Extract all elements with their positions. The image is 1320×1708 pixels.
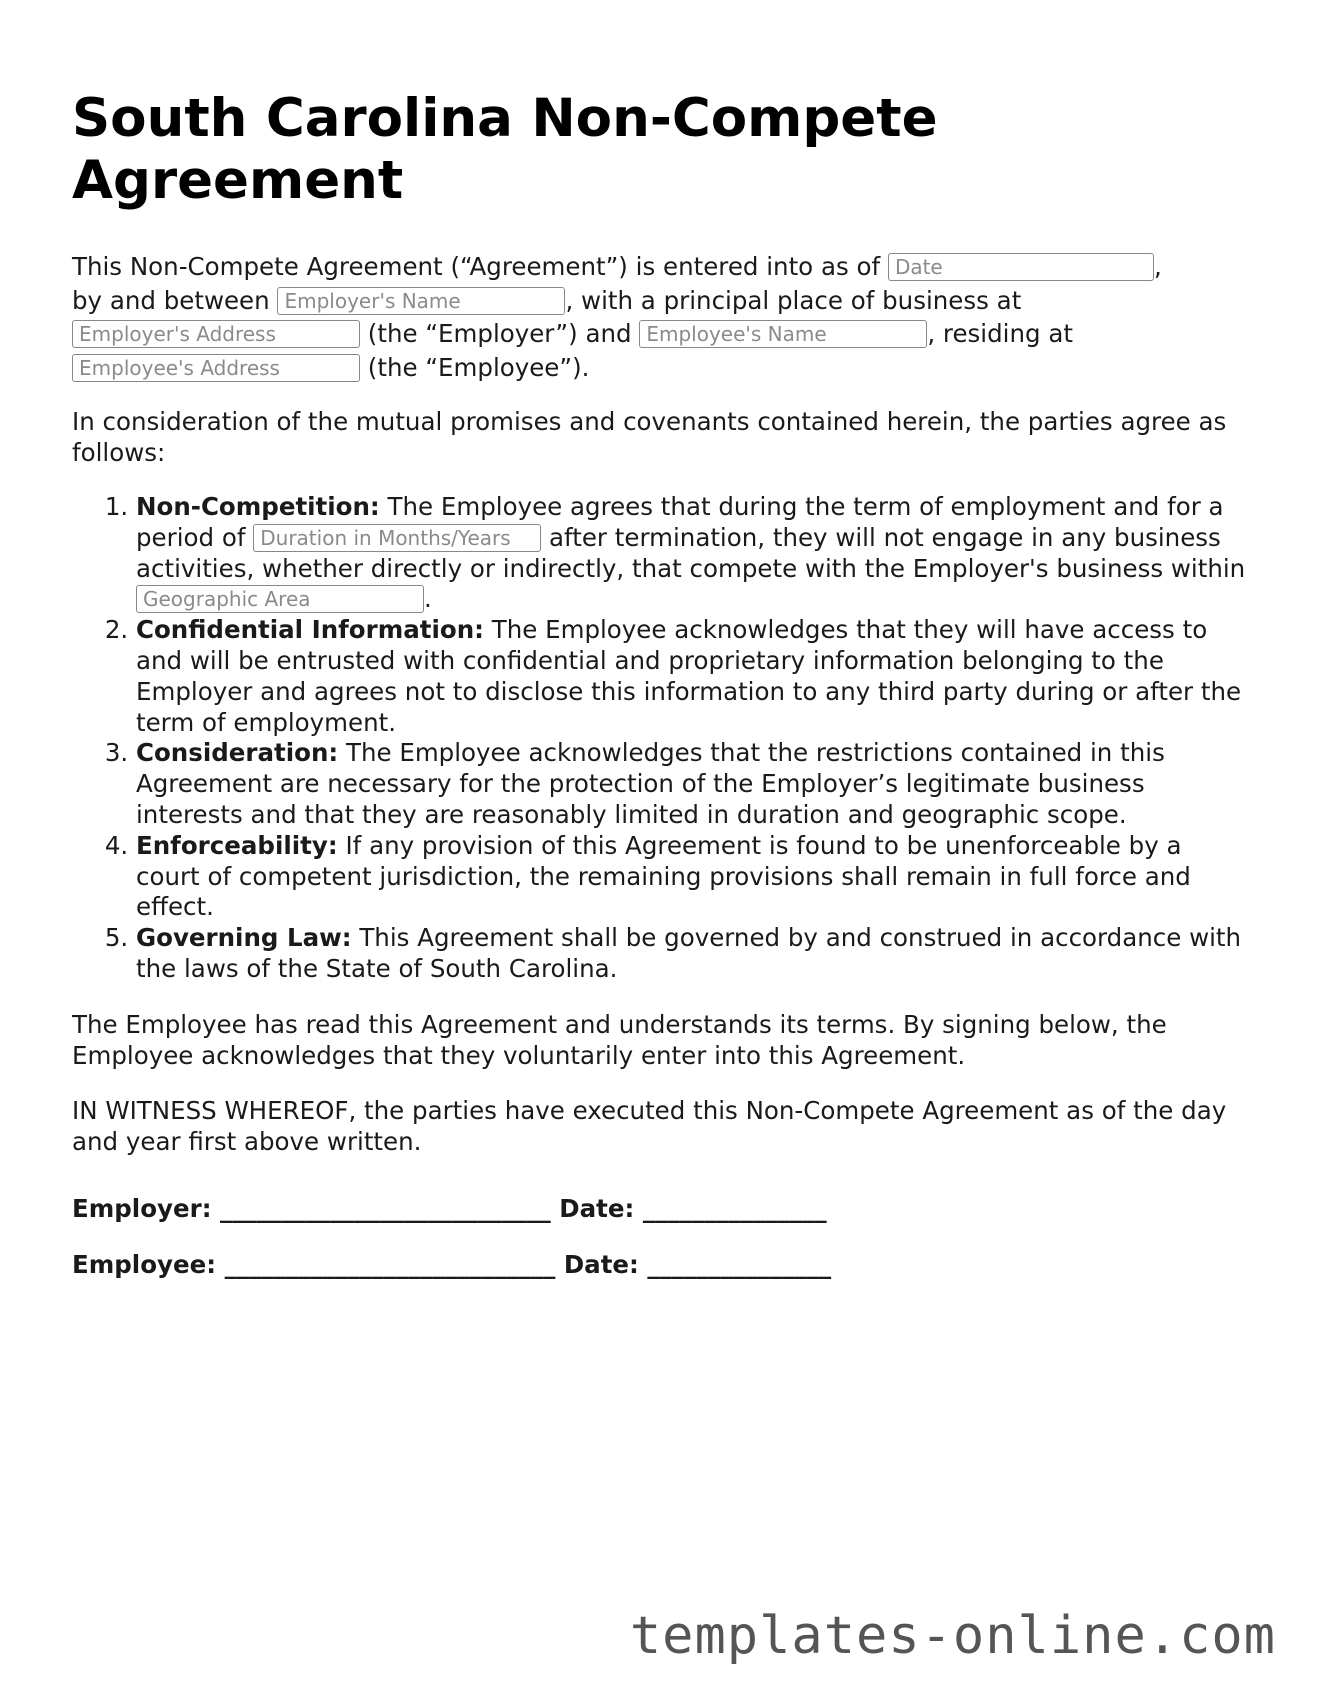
intro-text: , residing at <box>927 319 1073 348</box>
employee-name-field[interactable]: Employee's Name <box>639 320 927 348</box>
witness-paragraph: IN WITNESS WHEREOF, the parties have executed this Non-Compete Agreement as of the day and year first above written. <box>72 1095 1227 1156</box>
intro-text: by and between <box>72 285 270 315</box>
clause-item <box>136 923 1252 985</box>
clause-title: Consideration: <box>136 738 339 768</box>
clause-text: after termination, they will not engage in any business activities, whether directly or indirectly, that compete with the Employer's business within <box>136 522 1246 583</box>
clause-text: The Employee acknowledges that the restrictions contained in this Agreement are necessary for the protection of the Employer’s legitimate business interests and that they are reasonably limited in duration and geographic scope. <box>136 738 1165 829</box>
intro-text: , <box>1153 252 1162 281</box>
date-field[interactable]: Date <box>888 253 1154 281</box>
employer-name-field[interactable]: Employer's Name <box>277 287 565 315</box>
clause-text: The Employee acknowledges that they will have access to and will be entrusted with confidential and proprietary information belonging to the Employer and agrees not to disclose this information to any third party during or after the term of employment. <box>136 615 1242 737</box>
document-page <box>72 88 1252 1293</box>
intro-text: (the “Employer”) and <box>367 319 632 348</box>
clause-item <box>136 738 1252 830</box>
clause-text: This Agreement shall be governed by and construed in accordance with the laws of the State of South Carolina. <box>136 923 1242 983</box>
clauses-list <box>72 492 1252 985</box>
employee-address-field[interactable]: Employee's Address <box>72 354 360 382</box>
clause-item <box>136 615 1252 738</box>
intro-text: (the “Employee”). <box>367 352 590 382</box>
consideration-paragraph: In consideration of the mutual promises and covenants contained herein, the parties agree as follows: <box>72 407 1227 467</box>
clause-item <box>136 492 1252 615</box>
acknowledgement-paragraph: The Employee has read this Agreement and understands its terms. By signing below, the Employee acknowledges that they voluntarily enter into this Agreement. <box>72 1009 1167 1070</box>
intro-paragraph <box>72 250 1252 384</box>
duration-field[interactable]: Duration in Months/Years <box>253 524 541 552</box>
document-title: South Carolina Non-Compete Agreement <box>72 88 938 211</box>
clause-title: Confidential Information: <box>136 615 484 645</box>
signature-block <box>72 1181 1252 1293</box>
employee-signature-line[interactable]: Employee: ___________________________ Date: _______________ <box>72 1249 832 1279</box>
clause-title: Enforceability: <box>136 830 338 860</box>
clause-text: . <box>424 584 432 614</box>
clause-title: Non-Competition: <box>136 492 380 521</box>
clause-item <box>136 831 1252 923</box>
intro-text: This Non-Compete Agreement (“Agreement”) is entered into as of <box>72 252 881 281</box>
employer-address-field[interactable]: Employer's Address <box>72 320 360 348</box>
clause-text: If any provision of this Agreement is found to be unenforceable by a court of competent jurisdiction, the remaining provisions shall remain in full force and effect. <box>136 830 1191 922</box>
intro-text: , with a principal place of business at <box>565 285 1022 315</box>
employer-signature-line[interactable]: Employer: ___________________________ Date: _______________ <box>72 1193 827 1223</box>
clause-title: Governing Law: <box>136 923 352 953</box>
watermark: templates-online.com <box>629 1606 1276 1666</box>
clause-text: The Employee agrees that during the term of employment and for a period of <box>136 492 1224 552</box>
geographic-area-field[interactable]: Geographic Area <box>136 585 424 613</box>
